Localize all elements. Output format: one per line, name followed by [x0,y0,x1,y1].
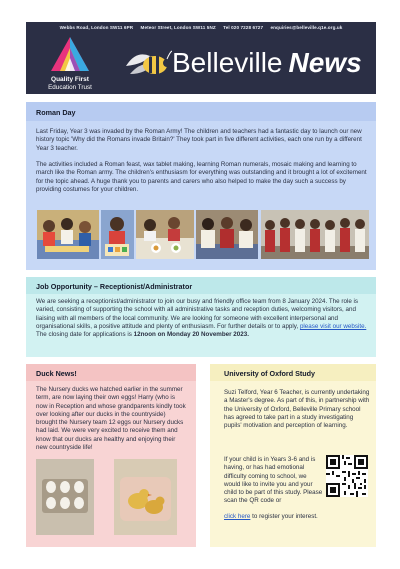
roman-day-paragraph-1: Last Friday, Year 3 was invaded by the Roman Army! The children and teachers had a fantastic day to launch our new history topic 'Why did the Romans invade Britain?' They took part in five different activities, each one run by a different Year 3 teacher. [36,128,362,152]
costumed-children-photo [196,210,258,259]
duck-news-panel [26,364,196,547]
job-paragraph [36,298,369,339]
children-at-table-photo [37,210,99,259]
address-1: Webbs Road, London SW11 6PR [59,25,134,30]
brand-news-word: News [288,47,362,78]
roman-day-heading-bar [26,102,376,121]
oxford-paragraph-2: If your child is in Years 3-6 and is having, or has had emotional difficulty coming to school, we would like to invite you and your child to be part of this study. Please scan the QR code or [224,456,323,505]
brand-school-name: Belleville [172,47,283,78]
children-eating-photo [136,210,194,259]
roman-day-title: Roman Day [36,108,76,117]
bee-icon [122,44,172,84]
trust-subtitle: Education Trust [48,84,92,91]
oxford-paragraph-3 [224,513,370,521]
qr-code-icon[interactable] [326,455,368,497]
egg-carton-photo [36,459,94,535]
job-text: We are seeking a receptionist/administrator to join our busy and friendly office team from 8 January 2024. The role is varied, consisting of supporting the school with all administrative tasks and reception duties, welcoming visitors, and liaising with all members of the local community. We are looking for someone with excellent interpersonal and organisational skills, a positive attitude and plenty of enthusiasm. For further details or to apply, [36,298,359,330]
oxford-study-panel [210,364,376,547]
contact-line [26,25,376,30]
duck-news-title: Duck News! [36,369,77,378]
oxford-paragraph-1: Suzi Telford, Year 6 Teacher, is currently undertaking a Master's degree. As part of this, in partnership with the University of Oxford, Belleville Primary school has agreed to take part in a study investigating pupils' motivation and perception of learning. [224,389,370,430]
ducklings-photo [114,459,177,535]
register-text: to register your interest. [250,513,318,520]
address-2: Meteor Street, London SW11 5NZ [140,25,216,30]
email-link[interactable]: enquiries@belleville.q1e.org.uk [270,25,343,30]
group-in-costume-photo [261,210,369,259]
job-opportunity-panel [26,277,376,357]
click-here-link[interactable]: click here [224,513,251,520]
oxford-study-title: University of Oxford Study [224,369,316,378]
duck-news-paragraph: The Nursery ducks we hatched earlier in the summer term, are now laying their own eggs! Harry (who is now in Reception and whose grandparents kindly took over looking after our ducks in the countryside) brought the Nursery team 12 eggs our Nursery ducks had laid. We were very excited to receive them and know that our ducks are healthy and enjoying their new countryside life! [36,386,186,452]
job-title: Job Opportunity – Receptionist/Administrator [36,282,193,291]
newsletter-header [26,22,376,94]
telephone: Tel 020 7228 6727 [223,25,264,30]
website-link[interactable]: please visit our website. [299,322,367,330]
trust-triangle-logo [50,36,90,72]
trust-logo-block [28,34,112,92]
child-with-mosaic-photo [101,210,134,259]
roman-day-panel [26,102,376,270]
job-closing-text: The closing date for applications is [36,331,132,339]
roman-day-paragraph-2: The activities included a Roman feast, wax tablet making, learning Roman numerals, mosaic making and learning to march like the Roman army. The children's enthusiasm for everything was outstanding and it brought a lot of excitement for the topic ahead. A huge thank you to parents and carers who also helped to make the day such a success by providing costumes for your children. [36,161,367,193]
job-deadline: 12noon on Monday 20 November 2023. [133,331,249,339]
newsletter-title [172,48,362,78]
trust-title: Quality First [51,76,89,83]
